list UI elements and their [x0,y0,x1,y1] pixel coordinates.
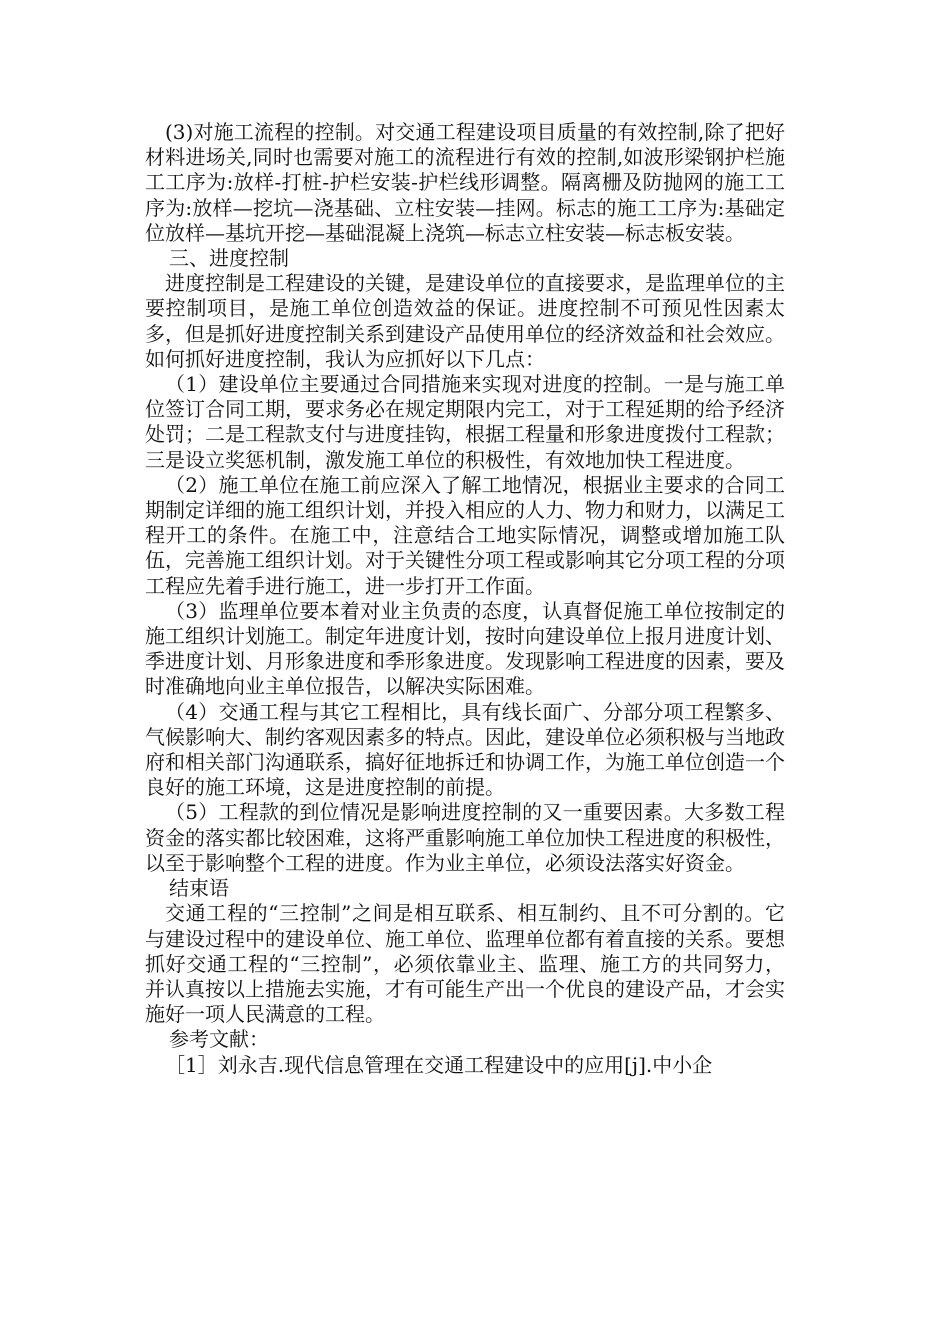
reference-item-1: ［1］刘永吉.现代信息管理在交通工程建设中的应用[j].中小企 [165,1052,713,1077]
paragraph-schedule-control-intro: 进度控制是工程建设的关键，是建设单位的直接要求，是监理单位的主要控制项目，是施工单位创造效益的保证。进度控制不可预见性因素太多，但是抓好进度控制关系到建设产品使用单位的经济效益和社会效应。如何抓好进度控制，我认为应抓好以下几点： [145,271,785,371]
paragraph-item-5: （5）工程款的到位情况是影响进度控制的又一重要因素。大多数工程资金的落实都比较困难，这将严重影响施工单位加快工程进度的积极性，以至于影响整个工程的进度。作为业主单位，必须设法落实好资金。 [145,800,785,875]
paragraph-item-1: （1）建设单位主要通过合同措施来实现对进度的控制。一是与施工单位签订合同工期，要求务必在规定期限内完工，对于工程延期的给予经济处罚；二是工程款支付与进度挂钩，根据工程量和形象进度拨付工程款；三是设立奖惩机制，激发施工单位的积极性，有效地加快工程进度。 [145,372,785,472]
document-page [145,120,785,1078]
paragraph-item-4: （4）交通工程与其它工程相比，具有线长面广、分部分项工程繁多、气候影响大、制约客观因素多的特点。因此，建设单位必须积极与当地政府和相关部门沟通联系，搞好征地拆迁和协调工作，为施工单位创造一个良好的施工环境，这是进度控制的前提。 [145,699,785,800]
paragraph-conclusion: 交通工程的“三控制”之间是相互联系、相互制约、且不可分割的。它与建设过程中的建设单位、施工单位、监理单位都有着直接的关系。要想抓好交通工程的“三控制”，必须依靠业主、监理、施工方的共同努力，并认真按以上措施去实施，才有可能生产出一个优良的建设产品，才会实施好一项人民满意的工程。 [145,901,785,1027]
paragraph-construction-process-control: (3)对施工流程的控制。对交通工程建设项目质量的有效控制,除了把好材料进场关,同时也需要对施工的流程进行有效的控制,如波形梁钢护栏施工工序为:放样-打桩-护栏安装-护栏线形调整。隔离栅及防抛网的施工工序为:放样—挖坑—浇基础、立柱安装—挂网。标志的施工工序为:基础定位放样—基坑开挖—基础混凝上浇筑—标志立柱安装—标志板安装。 [145,120,785,245]
section-heading-conclusion: 结束语 [169,876,229,901]
paragraph-item-3: （3）监理单位要本着对业主负责的态度，认真督促施工单位按制定的施工组织计划施工。制定年进度计划，按时向建设单位上报月进度计划、季进度计划、月形象进度和季形象进度。发现影响工程进度的因素，要及时准确地向业主单位报告，以解决实际困难。 [145,598,785,699]
section-heading-references: 参考文献： [169,1027,269,1052]
section-heading-schedule-control: 三、进度控制 [169,246,289,271]
paragraph-item-2: （2）施工单位在施工前应深入了解工地情况，根据业主要求的合同工期制定详细的施工组织计划，并投入相应的人力、物力和财力，以满足工程开工的条件。在施工中，注意结合工地实际情况，调整或增加施工队伍，完善施工组织计划。对于关键性分项工程或影响其它分项工程的分项工程应先着手进行施工，进一步打开工作面。 [145,472,785,598]
